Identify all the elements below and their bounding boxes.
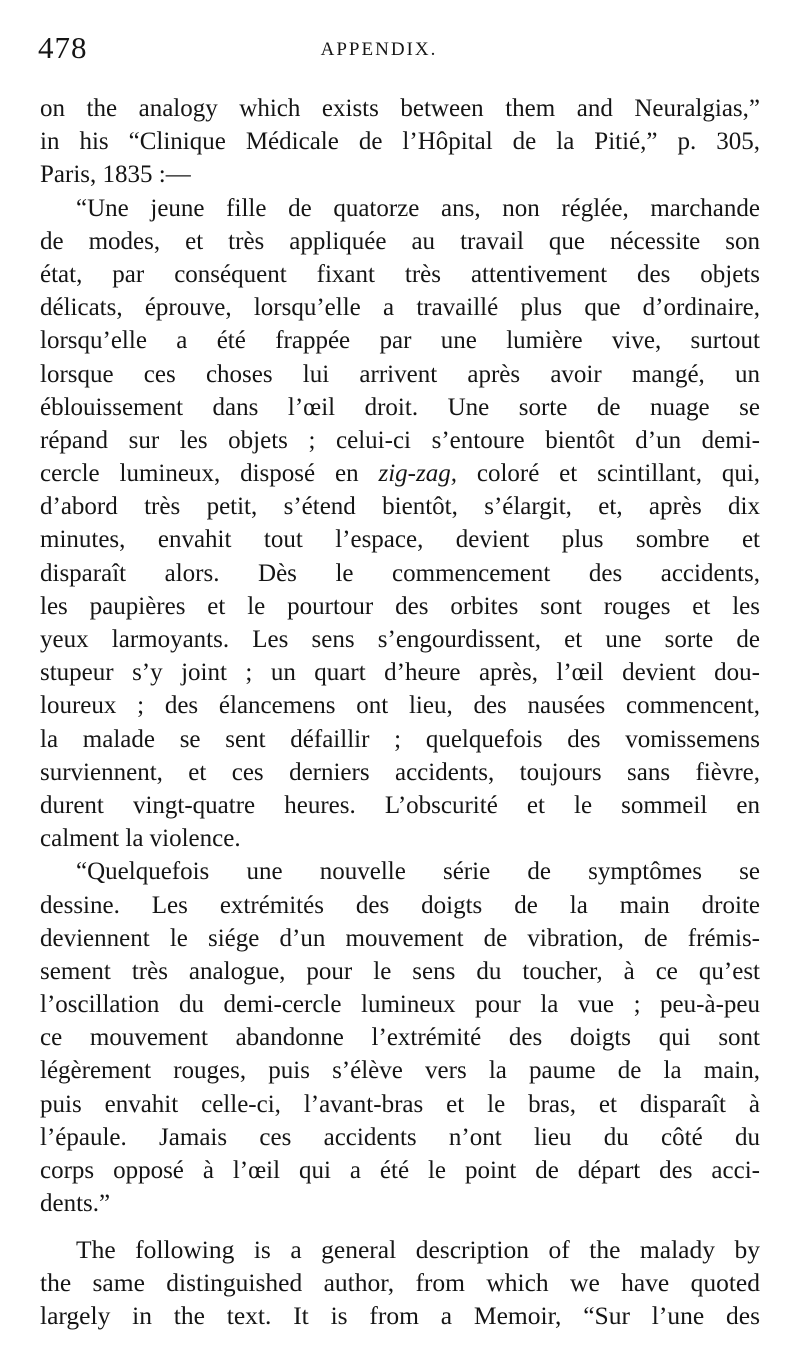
text-line: délicats, éprouve, lorsqu’elle a travaillé plus que d’ordinaire, [40, 294, 760, 322]
text-line: deviennent le siége d’un mouvement de vibration, de frémis- [40, 924, 760, 952]
page-header [38, 30, 760, 70]
text-line: ce mouvement abandonne l’extrémité des doigts qui sont [40, 1024, 760, 1052]
text-line: calment la violence. [40, 825, 241, 853]
text-line: état, par conséquent fixant très attentivement des objets [40, 260, 760, 288]
quote-paragraph-start: “Une jeune fille de quatorze ans, non réglée, marchande [76, 194, 760, 222]
text-line: disparaît alors. Dès le commencement des accidents, [40, 559, 760, 587]
text-line: lorsqu’elle a été frappée par une lumière vive, surtout [40, 327, 760, 355]
text-line: corps opposé à l’œil qui a été le point de départ des acci- [40, 1157, 760, 1184]
text-segment: coloré et scintillant, qui, [476, 460, 761, 488]
text-line: loureux ; des élancemens ont lieu, des nausées commencent, [40, 692, 760, 720]
text-line: surviennent, et ces derniers accidents, toujours sans fièvre, [40, 758, 760, 786]
text-line: les paupières et le pourtour des orbites sont rouges et les [40, 592, 760, 620]
text-segment: cercle lumineux, disposé en [40, 460, 359, 488]
text-line: stupeur s’y joint ; un quart d’heure après, l’œil devient dou- [40, 659, 760, 687]
text-line: l’épaule. Jamais ces accidents n’ont lieu du côté du [40, 1123, 760, 1151]
text-line: Paris, 1835 :— [40, 161, 191, 189]
text-line: légèrement rouges, puis s’élève vers la paume de la main, [40, 1057, 760, 1085]
text-line: minutes, envahit tout l’espace, devient plus sombre et [40, 526, 760, 554]
following-paragraph [40, 1233, 760, 1333]
text-line: dessine. Les extrémités des doigts de la main droite [40, 891, 760, 919]
text-line: lorsque ces choses lui arrivent après avoir mangé, un [40, 360, 760, 388]
paragraph-start: The following is a general description of the malady by [76, 1235, 760, 1264]
text-line: l’oscillation du demi-cercle lumineux pour la vue ; peu-à-peu [40, 991, 760, 1019]
text-line: la malade se sent défaillir ; quelquefois des vomissemens [40, 725, 760, 753]
text-line: yeux larmoyants. Les sens s’engourdissent, et une sorte de [40, 626, 760, 653]
text-line: the same distinguished author, from which we have quoted [40, 1268, 760, 1298]
text-line: sement très analogue, pour le sens du toucher, à ce qu’est [40, 957, 760, 985]
body-text [40, 92, 760, 1220]
text-line: d’abord très petit, s’étend bientôt, s’élargit, et, après dix [40, 493, 760, 521]
text-line: in his “Clinique Médicale de l’Hôpital de la Pitié,” p. 305, [40, 128, 760, 156]
text-line-with-italic [40, 457, 760, 490]
running-head: APPENDIX. [320, 39, 438, 60]
text-line: répand sur les objets ; celui-ci s’entoure bientôt d’un demi- [40, 426, 760, 454]
text-line: de modes, et très appliquée au travail que nécessite son [40, 227, 760, 255]
text-line: puis envahit celle-ci, l’avant-bras et le bras, et disparaît à [40, 1090, 760, 1118]
text-line: largely in the text. It is from a Memoir, “Sur l’une des [40, 1301, 760, 1331]
italic-term: zig-zag, [378, 460, 457, 488]
page-number: 478 [38, 30, 88, 65]
text-line: durent vingt-quatre heures. L’obscurité et le sommeil en [40, 791, 760, 819]
text-line: éblouissement dans l’œil droit. Une sorte de nuage se [40, 393, 760, 421]
quote-paragraph-start: “Quelquefois une nouvelle série de symptômes se [76, 858, 760, 886]
text-line: dents.” [40, 1190, 111, 1218]
text-line: on the analogy which exists between them and Neuralgias,” [40, 95, 760, 122]
